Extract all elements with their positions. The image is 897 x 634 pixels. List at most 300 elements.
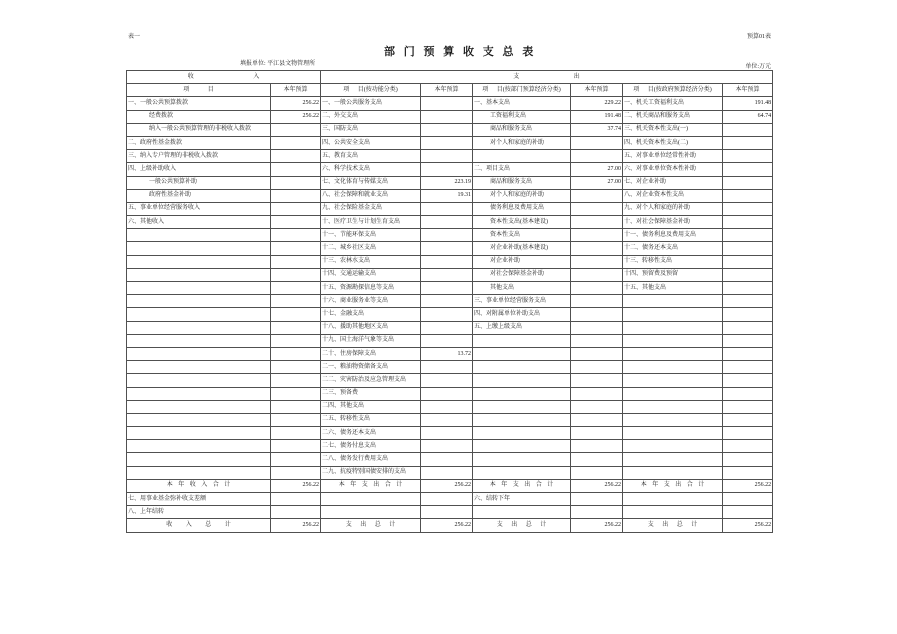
income-item-cell	[127, 347, 271, 360]
gov-econ-class-item-cell: 五、对事业单位经常性补助	[623, 150, 723, 163]
dept-econ-class-item-cell	[473, 334, 571, 347]
income-item-cell: 政府性基金补助	[127, 189, 271, 202]
income-budget-cell	[271, 374, 321, 387]
gov-econ-class-budget-cell: 64.74	[723, 110, 773, 123]
dept-econ-class-item-cell: 五、上缴上级支出	[473, 321, 571, 334]
gov-econ-class-budget-cell	[723, 466, 773, 479]
gov-econ-class-item-cell: 十、对社会保障基金补助	[623, 216, 723, 229]
income-budget-cell	[271, 229, 321, 242]
gov-econ-class-budget-cell	[723, 202, 773, 215]
function-class-budget-cell	[421, 413, 473, 426]
function-class-budget-cell	[421, 202, 473, 215]
function-class-item-cell: 四、公共安全支出	[321, 136, 421, 149]
income-budget-cell	[271, 242, 321, 255]
table-row	[127, 400, 773, 413]
income-item-cell	[127, 387, 271, 400]
table-row	[127, 242, 773, 255]
function-class-item-cell: 十一、节能环保支出	[321, 229, 421, 242]
gov-econ-class-item-cell: 本 年 支 出 合 计	[623, 479, 723, 492]
gov-econ-class-item-cell: 八、对企业资本性支出	[623, 189, 723, 202]
function-class-item-cell: 十二、城乡社区支出	[321, 242, 421, 255]
function-class-item-cell: 二三、预备费	[321, 387, 421, 400]
function-class-item-cell: 二二、灾害防治及应急管理支出	[321, 374, 421, 387]
group-header-row	[127, 71, 773, 84]
gov-econ-class-budget-cell	[723, 136, 773, 149]
table-row	[127, 255, 773, 268]
income-item-cell: 五、事业单位经营服务收入	[127, 202, 271, 215]
filing-unit: 填报单位: 平江县文物管理所	[240, 61, 316, 67]
dept-econ-class-budget-cell	[571, 400, 623, 413]
gov-econ-class-item-header: 项 目(按政府预算经济分类)	[623, 84, 723, 97]
form-code: 预算01表	[746, 34, 771, 40]
table-row	[127, 321, 773, 334]
function-class-item-cell: 十九、国土海洋气象等支出	[321, 334, 421, 347]
function-class-item-cell: 支 出 总 计	[321, 519, 421, 532]
function-class-item-cell	[321, 493, 421, 506]
function-class-budget-cell	[421, 150, 473, 163]
gov-econ-class-item-cell: 七、对企业补助	[623, 176, 723, 189]
function-class-item-cell: 二一、粮油物资储备支出	[321, 361, 421, 374]
income-budget-cell	[271, 255, 321, 268]
dept-econ-class-budget-cell	[571, 440, 623, 453]
dept-econ-class-item-cell: 二、项目支出	[473, 163, 571, 176]
gov-econ-class-budget-cell	[723, 334, 773, 347]
dept-econ-class-item-cell	[473, 453, 571, 466]
table-row	[127, 216, 773, 229]
table-row	[127, 506, 773, 519]
income-budget-cell	[271, 506, 321, 519]
gov-econ-class-item-cell: 十二、债务还本支出	[623, 242, 723, 255]
income-budget-cell	[271, 453, 321, 466]
gov-econ-class-item-cell: 三、机关资本性支出(一)	[623, 123, 723, 136]
function-class-item-cell: 二九、抗疫特别国债安排的支出	[321, 466, 421, 479]
income-budget-cell	[271, 440, 321, 453]
function-class-budget-cell: 256.22	[421, 479, 473, 492]
table-row	[127, 123, 773, 136]
dept-econ-class-budget-cell: 27.00	[571, 176, 623, 189]
dept-econ-class-item-cell	[473, 374, 571, 387]
dept-econ-class-budget-cell	[571, 493, 623, 506]
function-class-budget-cell	[421, 268, 473, 281]
dept-econ-class-item-cell	[473, 466, 571, 479]
function-class-budget-header: 本年预算	[421, 84, 473, 97]
income-budget-cell	[271, 268, 321, 281]
income-budget-cell	[271, 216, 321, 229]
income-item-cell: 本 年 收 入 合 计	[127, 479, 271, 492]
table-row	[127, 466, 773, 479]
dept-econ-class-item-cell	[473, 361, 571, 374]
function-class-budget-cell	[421, 440, 473, 453]
gov-econ-class-budget-cell: 191.48	[723, 97, 773, 110]
dept-econ-class-item-cell: 三、事业单位经营服务支出	[473, 295, 571, 308]
table-number: 表一	[128, 34, 141, 40]
function-class-item-cell: 二八、债务发行费用支出	[321, 453, 421, 466]
document-title: 部 门 预 算 收 支 总 表	[384, 46, 534, 58]
dept-econ-class-item-cell: 本 年 支 出 合 计	[473, 479, 571, 492]
function-class-budget-cell: 223.19	[421, 176, 473, 189]
gov-econ-class-budget-cell	[723, 321, 773, 334]
gov-econ-class-budget-cell	[723, 268, 773, 281]
gov-econ-class-item-cell	[623, 361, 723, 374]
gov-econ-class-budget-cell	[723, 347, 773, 360]
income-budget-cell	[271, 427, 321, 440]
function-class-budget-cell	[421, 400, 473, 413]
gov-econ-class-item-cell: 支 出 总 计	[623, 519, 723, 532]
income-budget-cell	[271, 308, 321, 321]
function-class-budget-cell: 13.72	[421, 347, 473, 360]
table-row	[127, 202, 773, 215]
dept-econ-class-budget-cell: 27.00	[571, 163, 623, 176]
gov-econ-class-item-cell: 九、对个人和家庭的补助	[623, 202, 723, 215]
dept-econ-class-budget-cell	[571, 361, 623, 374]
income-item-cell: 一般公共预算补助	[127, 176, 271, 189]
annual-total-row	[127, 479, 773, 492]
function-class-budget-cell	[421, 295, 473, 308]
function-class-item-cell	[321, 506, 421, 519]
table-row	[127, 413, 773, 426]
function-class-budget-cell	[421, 216, 473, 229]
dept-econ-class-budget-cell	[571, 268, 623, 281]
dept-econ-class-item-cell	[473, 150, 571, 163]
table-row	[127, 427, 773, 440]
table-row	[127, 282, 773, 295]
income-item-cell: 纳入一般公共预算管理的非税收入拨款	[127, 123, 271, 136]
function-class-budget-cell	[421, 255, 473, 268]
function-class-item-cell: 二、外交支出	[321, 110, 421, 123]
gov-econ-class-item-cell	[623, 374, 723, 387]
income-budget-header: 本年预算	[271, 84, 321, 97]
function-class-budget-cell	[421, 427, 473, 440]
gov-econ-class-budget-cell	[723, 163, 773, 176]
dept-econ-class-item-cell: 支 出 总 计	[473, 519, 571, 532]
gov-econ-class-item-cell	[623, 387, 723, 400]
income-item-header: 项 目	[127, 84, 271, 97]
dept-econ-class-budget-cell	[571, 347, 623, 360]
dept-econ-class-budget-cell: 37.74	[571, 123, 623, 136]
income-item-cell	[127, 374, 271, 387]
gov-econ-class-budget-cell	[723, 453, 773, 466]
function-class-item-cell: 二七、债务付息支出	[321, 440, 421, 453]
income-budget-cell	[271, 334, 321, 347]
gov-econ-class-item-cell	[623, 493, 723, 506]
dept-econ-class-budget-cell	[571, 242, 623, 255]
gov-econ-class-item-cell	[623, 453, 723, 466]
table-row	[127, 361, 773, 374]
function-class-budget-cell	[421, 282, 473, 295]
income-budget-cell	[271, 361, 321, 374]
table-row	[127, 440, 773, 453]
function-class-item-cell: 二十、住房保障支出	[321, 347, 421, 360]
gov-econ-class-item-cell: 十四、预留费及预留	[623, 268, 723, 281]
dept-econ-class-budget-cell: 256.22	[571, 479, 623, 492]
table-row	[127, 493, 773, 506]
dept-econ-class-budget-cell	[571, 413, 623, 426]
table-row	[127, 150, 773, 163]
income-item-cell	[127, 466, 271, 479]
dept-econ-class-item-cell: 一、基本支出	[473, 97, 571, 110]
function-class-item-cell: 一、一般公共服务支出	[321, 97, 421, 110]
table-row	[127, 295, 773, 308]
dept-econ-class-item-cell: 对企业补助(基本建设)	[473, 242, 571, 255]
dept-econ-class-budget-header: 本年预算	[571, 84, 623, 97]
income-budget-cell	[271, 387, 321, 400]
income-item-cell: 三、纳入专户管理的非税收入拨款	[127, 150, 271, 163]
gov-econ-class-item-cell: 二、机关商品和服务支出	[623, 110, 723, 123]
function-class-budget-cell	[421, 453, 473, 466]
dept-econ-class-budget-cell: 256.22	[571, 519, 623, 532]
income-item-cell: 四、上级补助收入	[127, 163, 271, 176]
function-class-budget-cell	[421, 493, 473, 506]
income-budget-cell: 256.22	[271, 97, 321, 110]
gov-econ-class-budget-cell	[723, 493, 773, 506]
income-item-cell	[127, 427, 271, 440]
dept-econ-class-item-cell	[473, 347, 571, 360]
dept-econ-class-item-cell: 四、对附属单位补助支出	[473, 308, 571, 321]
dept-econ-class-item-cell	[473, 427, 571, 440]
function-class-budget-cell: 256.22	[421, 519, 473, 532]
function-class-item-cell: 七、文化体育与传媒支出	[321, 176, 421, 189]
table-body	[127, 97, 773, 532]
dept-econ-class-budget-cell	[571, 321, 623, 334]
income-item-cell	[127, 229, 271, 242]
function-class-budget-cell	[421, 361, 473, 374]
gov-econ-class-budget-cell	[723, 229, 773, 242]
dept-econ-class-item-cell: 资本性支出	[473, 229, 571, 242]
income-budget-cell	[271, 400, 321, 413]
table-row	[127, 163, 773, 176]
income-item-cell	[127, 308, 271, 321]
gov-econ-class-budget-cell: 256.22	[723, 479, 773, 492]
currency-unit: 单位:万元	[745, 64, 771, 70]
function-class-item-cell: 八、社会保障和就业支出	[321, 189, 421, 202]
dept-econ-class-item-cell: 对个人和家庭的补助	[473, 189, 571, 202]
table-header	[127, 71, 773, 97]
dept-econ-class-item-cell: 对企业补助	[473, 255, 571, 268]
income-budget-cell: 256.22	[271, 519, 321, 532]
table-row	[127, 136, 773, 149]
gov-econ-class-budget-cell	[723, 308, 773, 321]
function-class-budget-cell: 19.31	[421, 189, 473, 202]
dept-econ-class-budget-cell	[571, 506, 623, 519]
gov-econ-class-budget-cell	[723, 123, 773, 136]
expenditure-group-header: 支 出	[321, 71, 773, 84]
income-budget-cell	[271, 163, 321, 176]
gov-econ-class-item-cell	[623, 295, 723, 308]
table-row	[127, 334, 773, 347]
dept-econ-class-budget-cell: 191.48	[571, 110, 623, 123]
income-budget-cell	[271, 295, 321, 308]
dept-econ-class-budget-cell	[571, 229, 623, 242]
gov-econ-class-budget-header: 本年预算	[723, 84, 773, 97]
grand-total-row	[127, 519, 773, 532]
function-class-budget-cell	[421, 387, 473, 400]
income-item-cell: 八、上年结转	[127, 506, 271, 519]
gov-econ-class-budget-cell	[723, 295, 773, 308]
function-class-item-cell: 二四、其他支出	[321, 400, 421, 413]
function-class-budget-cell	[421, 163, 473, 176]
income-budget-cell	[271, 413, 321, 426]
gov-econ-class-budget-cell	[723, 413, 773, 426]
function-class-budget-cell	[421, 123, 473, 136]
gov-econ-class-budget-cell	[723, 440, 773, 453]
function-class-budget-cell	[421, 321, 473, 334]
dept-econ-class-budget-cell	[571, 282, 623, 295]
table-row	[127, 453, 773, 466]
function-class-item-cell: 十四、交通运输支出	[321, 268, 421, 281]
income-budget-cell	[271, 136, 321, 149]
income-item-cell	[127, 440, 271, 453]
dept-econ-class-budget-cell	[571, 453, 623, 466]
gov-econ-class-budget-cell	[723, 361, 773, 374]
income-item-cell	[127, 413, 271, 426]
dept-econ-class-budget-cell	[571, 150, 623, 163]
gov-econ-class-item-cell	[623, 308, 723, 321]
gov-econ-class-budget-cell	[723, 216, 773, 229]
gov-econ-class-budget-cell	[723, 176, 773, 189]
function-class-item-cell: 十七、金融支出	[321, 308, 421, 321]
dept-econ-class-budget-cell: 229.22	[571, 97, 623, 110]
gov-econ-class-budget-cell	[723, 189, 773, 202]
gov-econ-class-item-cell	[623, 506, 723, 519]
income-budget-cell: 256.22	[271, 110, 321, 123]
income-item-cell	[127, 453, 271, 466]
income-budget-cell	[271, 176, 321, 189]
income-budget-cell	[271, 321, 321, 334]
table-row	[127, 110, 773, 123]
budget-summary-table	[126, 70, 773, 533]
dept-econ-class-item-cell: 商品和服务支出	[473, 123, 571, 136]
function-class-budget-cell	[421, 242, 473, 255]
gov-econ-class-item-cell	[623, 400, 723, 413]
table-row	[127, 189, 773, 202]
income-item-cell	[127, 361, 271, 374]
dept-econ-class-budget-cell	[571, 202, 623, 215]
dept-econ-class-item-cell	[473, 506, 571, 519]
dept-econ-class-item-header: 项 目(按部门预算经济分类)	[473, 84, 571, 97]
gov-econ-class-item-cell: 十五、其他支出	[623, 282, 723, 295]
dept-econ-class-budget-cell	[571, 334, 623, 347]
dept-econ-class-item-cell	[473, 440, 571, 453]
gov-econ-class-item-cell	[623, 334, 723, 347]
function-class-budget-cell	[421, 110, 473, 123]
dept-econ-class-item-cell: 其他支出	[473, 282, 571, 295]
dept-econ-class-budget-cell	[571, 308, 623, 321]
function-class-budget-cell	[421, 308, 473, 321]
dept-econ-class-item-cell	[473, 413, 571, 426]
dept-econ-class-budget-cell	[571, 255, 623, 268]
income-item-cell: 二、政府性基金拨款	[127, 136, 271, 149]
function-class-item-header: 项 目(按功能分类)	[321, 84, 421, 97]
function-class-budget-cell	[421, 374, 473, 387]
dept-econ-class-budget-cell	[571, 374, 623, 387]
gov-econ-class-item-cell: 一、机关工资福利支出	[623, 97, 723, 110]
function-class-budget-cell	[421, 334, 473, 347]
function-class-item-cell: 十五、资源勘探信息等支出	[321, 282, 421, 295]
table-row	[127, 374, 773, 387]
gov-econ-class-budget-cell	[723, 150, 773, 163]
gov-econ-class-item-cell	[623, 466, 723, 479]
income-item-cell	[127, 295, 271, 308]
gov-econ-class-budget-cell	[723, 427, 773, 440]
function-class-item-cell: 二五、转移性支出	[321, 413, 421, 426]
gov-econ-class-budget-cell	[723, 387, 773, 400]
column-header-row	[127, 84, 773, 97]
dept-econ-class-item-cell: 对个人和家庭的补助	[473, 136, 571, 149]
gov-econ-class-item-cell	[623, 347, 723, 360]
dept-econ-class-item-cell: 六、结转下年	[473, 493, 571, 506]
income-budget-cell	[271, 150, 321, 163]
table-row	[127, 308, 773, 321]
income-item-cell: 收 入 总 计	[127, 519, 271, 532]
income-group-header: 收 入	[127, 71, 321, 84]
dept-econ-class-budget-cell	[571, 136, 623, 149]
income-item-cell	[127, 282, 271, 295]
table-row	[127, 268, 773, 281]
function-class-item-cell: 本 年 支 出 合 计	[321, 479, 421, 492]
gov-econ-class-item-cell	[623, 321, 723, 334]
income-item-cell	[127, 268, 271, 281]
income-item-cell: 经费拨款	[127, 110, 271, 123]
income-budget-cell	[271, 202, 321, 215]
income-budget-cell	[271, 493, 321, 506]
function-class-item-cell: 五、教育支出	[321, 150, 421, 163]
income-budget-cell	[271, 347, 321, 360]
gov-econ-class-budget-cell	[723, 255, 773, 268]
table-row	[127, 176, 773, 189]
income-item-cell	[127, 400, 271, 413]
table-row	[127, 347, 773, 360]
income-item-cell: 六、其他收入	[127, 216, 271, 229]
gov-econ-class-item-cell: 十三、转移性支出	[623, 255, 723, 268]
dept-econ-class-item-cell: 商品和服务支出	[473, 176, 571, 189]
function-class-item-cell: 十三、农林水支出	[321, 255, 421, 268]
gov-econ-class-budget-cell	[723, 282, 773, 295]
income-item-cell: 七、用事业基金弥补收支差额	[127, 493, 271, 506]
income-item-cell	[127, 242, 271, 255]
income-budget-cell	[271, 282, 321, 295]
dept-econ-class-item-cell	[473, 400, 571, 413]
function-class-budget-cell	[421, 506, 473, 519]
gov-econ-class-item-cell: 十一、债务利息及费用支出	[623, 229, 723, 242]
gov-econ-class-budget-cell	[723, 400, 773, 413]
function-class-budget-cell	[421, 136, 473, 149]
gov-econ-class-budget-cell	[723, 374, 773, 387]
function-class-item-cell: 十八、援助其他地区支出	[321, 321, 421, 334]
gov-econ-class-item-cell	[623, 413, 723, 426]
dept-econ-class-item-cell: 资本性支出(基本建设)	[473, 216, 571, 229]
table-row	[127, 97, 773, 110]
gov-econ-class-item-cell	[623, 427, 723, 440]
dept-econ-class-item-cell: 对社会保障基金补助	[473, 268, 571, 281]
dept-econ-class-budget-cell	[571, 189, 623, 202]
gov-econ-class-item-cell: 六、对事业单位资本性补助	[623, 163, 723, 176]
income-budget-cell	[271, 189, 321, 202]
function-class-budget-cell	[421, 466, 473, 479]
function-class-item-cell: 二六、债务还本支出	[321, 427, 421, 440]
function-class-budget-cell	[421, 229, 473, 242]
income-item-cell	[127, 255, 271, 268]
dept-econ-class-item-cell: 债务利息及费用支出	[473, 202, 571, 215]
dept-econ-class-budget-cell	[571, 216, 623, 229]
function-class-budget-cell	[421, 97, 473, 110]
dept-econ-class-item-cell	[473, 387, 571, 400]
dept-econ-class-budget-cell	[571, 427, 623, 440]
gov-econ-class-budget-cell	[723, 242, 773, 255]
dept-econ-class-item-cell: 工资福利支出	[473, 110, 571, 123]
gov-econ-class-budget-cell: 256.22	[723, 519, 773, 532]
income-budget-cell: 256.22	[271, 479, 321, 492]
function-class-item-cell: 十六、商业服务业等支出	[321, 295, 421, 308]
